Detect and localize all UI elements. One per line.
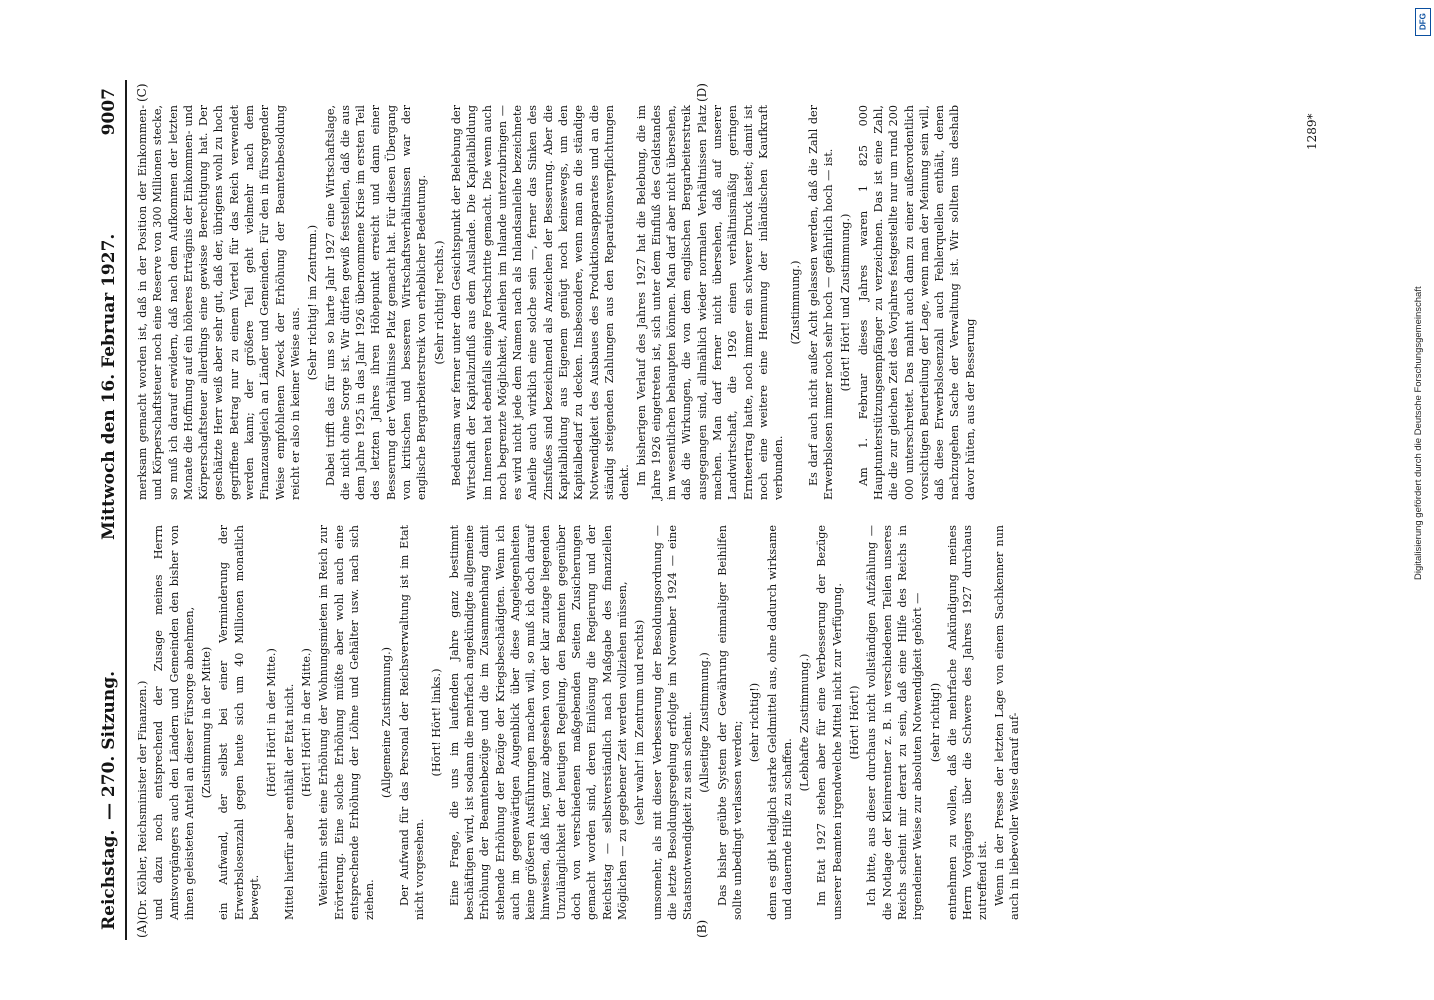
paragraph: Das bisher geübte System der Gewährung einmaliger Beihilfen sollte unbedingt verlassen werden; (715, 525, 744, 920)
interjection: (sehr richtig!) (748, 682, 762, 763)
paragraph: entnehmen zu wollen, daß die mehrfache Ankündigung meines Herrn Vorgängers über die Schwere des Jahres 1927 durchaus zutreffend ist. (945, 525, 990, 920)
paragraph: merksam gemacht worden ist, daß in der Position der Einkommen- und Körperschaftsteuer noch eine Reserve von 300 Millionen stecke, so muß ich darauf erwidern, daß nach dem Aufkommen der letzten Monate die Hoffnung auf ein höheres Erträgnis der Einkommen- und Körperschaftsteuer allerdings eine gewisse Berechtigung hat. Der geschätzte Herr weiß aber sehr gut, daß der, übrigens wohl zu hoch gegriffene Betrag nur zu einem Viertel für das Reich verwendet werden kann; der größere Teil geht vielmehr nach dem Finanzausgleich an Länder und Gemeinden. Für den in fürsorgender Weise empfohlenen Zweck der Erhöhung der Beamtenbesoldung reicht er also in keiner Weise aus. (136, 105, 302, 500)
paragraph: Am 1. Februar dieses Jahres waren 1 825 000 Hauptunterstützungsempfänger zu verzeichnen. Das ist eine Zahl, die die zur gleichen Zeit des Vorjahres festgestellte nur um rund 200 000 unterschreitet. Das mahnt auch dann zu einer außerordentlich vorsichtigen Beurteilung der Lage, wenn man der Meinung sein will, daß diese Erwerbslosenzahl auch Fehlerquellen enthält, denen nachzugehen Sache der Verwaltung ist. Wir sollten uns deshalb davor hüten, aus der Besserung (856, 105, 977, 500)
header-rule (125, 80, 127, 940)
header-session: — 270. Sitzung. (99, 670, 119, 820)
margin-marker-b: (B) (695, 919, 709, 938)
dfg-logo: DFG (1415, 8, 1431, 36)
left-text-column (135, 525, 1315, 920)
interjection: (Hört! Hört!) (848, 685, 862, 760)
interjection: (Lebhafte Zustimmung.) (798, 653, 812, 792)
paragraph: Wenn in der Presse der letzten Lage von einem Sachkenner nun auch in liebevoller Weise darauf auf- (992, 525, 1022, 920)
header-date: Mittwoch den 16. Februar 1927. (99, 233, 119, 540)
paragraph: Dabei trifft das für uns so harte Jahr 1927 eine Wirtschaftslage, die nicht ohne Sorge ist. Wir dürfen gewiß feststellen, daß die aus dem Jahre 1925 in das Jahr 1926 übernommene Krise im ersten Teil des letzten Jahres ihren Höhepunkt erreicht und dann einer Besserung der Verhältnisse Platz gemacht hat. Für diesen Übergang von kritischen und besseren Wirtschaftsverhältnissen war der englische Bergarbeiterstreik von erheblicher Bedeutung. (323, 105, 429, 500)
credit-text: Digitalisierung gefördert durch die Deutsche Forschungsgemeinschaft (1413, 286, 1424, 580)
paragraph: Ich bitte, aus dieser durchaus nicht vollständigen Aufzählung — die Notlage der Kleinrentner z. B. in verschiedenen Teilen unseres Reichs scheint mir derart zu sein, daß eine Hilfe des Reichs in irgendeiner Weise zur absoluten Notwendigkeit gehört — (865, 525, 925, 920)
paragraph: Bedeutsam war ferner unter dem Gesichtspunkt der Belebung der Wirtschaft der Kapitalzufluß aus dem Auslande. Die Kapitalbildung im Inneren hat ebenfalls einige Fortschritte gemacht. Die wenn auch noch begrenzte Möglichkeit, Anleihen im Inlande unterzubringen — es wird nicht jede dem Namen nach als Inlandsanleihe bezeichnete Anleihe auch wirklich eine solche sein —, ferner das Sinken des Zinsfußes sind bezeichnend als Anzeichen der Besserung. Aber die Kapitalbildung aus Eigenem genügt noch keineswegs, um den Kapitalbedarf zu decken. Insbesondere, wenn man an die ständige Notwendigkeit des Ausbaues des Produktionsapparates und an die ständig steigenden Zahlungen aus den Reparationsverpflichtungen denkt. (449, 105, 632, 500)
rotated-document-page (95, 80, 1325, 940)
paragraph: Weiterhin steht eine Erhöhung der Wohnungsmieten im Reich zur Erörterung. Eine solche Erhöhung müßte aber wohl auch eine entsprechende Erhöhung der Löhne und Gehälter usw. nach sich ziehen. (317, 525, 377, 920)
margin-marker-c: (C) (135, 83, 149, 102)
paragraph: umsomehr, als mit dieser Verbesserung der Besoldungsordnung — die letzte Besoldungsregelung erfolgte im November 1924 — eine Staatsnotwendigkeit zu sein scheint. (650, 525, 695, 920)
signature-mark: 1289* (1305, 113, 1319, 150)
paragraph: und dazu noch entsprechend der Zusage meines Herrn Amtsvorgängers auch den Ländern und Gemeinden den bisher von ihnen geleisteten Anteil an dieser Fürsorge abnehmen, (152, 525, 196, 920)
paragraph: denn es gibt lediglich starke Geldmittel aus, ohne dadurch wirksame und dauernde Hilfe zu schaffen. (765, 525, 794, 920)
paragraph: Im Etat 1927 stehen aber für eine Verbesserung der Bezüge unserer Beamten irgendwelche Mittel nicht zur Verfügung. (815, 525, 844, 920)
header-title: Reichstag. (99, 829, 119, 930)
paragraph: Es darf auch nicht außer Acht gelassen werden, daß die Zahl der Erwerbslosen immer noch sehr hoch — gefährlich hoch — ist. (806, 105, 836, 500)
interjection: (Allseitige Zustimmung.) (698, 652, 712, 793)
interjection: (Hört! Hört! in der Mitte.) (299, 648, 313, 797)
interjection: (Hört! Hört! und Zustimmung.) (839, 213, 853, 392)
page-header (95, 80, 129, 940)
margin-marker-d: (D) (695, 83, 709, 102)
interjection: (Hört! Hört! links.) (430, 668, 444, 777)
interjection: (Zustimmung.) (789, 260, 803, 345)
interjection: (Zustimmung in der Mitte) (200, 646, 214, 799)
interjection: (sehr richtig!) (928, 682, 942, 763)
speaker-line: (Dr. Köhler, Reichsminister der Finanzen.) (136, 680, 149, 920)
interjection: (Sehr richtig! im Zentrum.) (306, 224, 320, 381)
margin-marker-a: (A) (135, 919, 149, 938)
interjection: (Sehr richtig! rechts.) (432, 240, 446, 365)
paragraph: Mittel hierfür aber enthält der Etat nicht. (282, 683, 296, 920)
interjection: (Allgemeine Zustimmung.) (380, 646, 394, 799)
interjection: (sehr wahr! im Zentrum und rechts) (633, 619, 647, 826)
interjection: (Hört! Hört! in der Mitte.) (265, 648, 279, 797)
paragraph: Eine Frage, die uns im laufenden Jahre ganz bestimmt beschäftigen wird, ist sodann die mehrfach angekündigte allgemeine Erhöhung der Beamtenbezüge und die im Zusammenhang damit stehende Erhöhung der Bezüge der Kriegsbeschädigten. Wenn ich auch im gegenwärtigen Augenblick über diese Angelegenheiten keine größeren Ausführungen machen will, so muß ich doch darauf hinweisen, daß hier, ganz abgesehen von der klar zutage liegenden Unzulänglichkeit der heutigen Regelung, den Beamten gegenüber doch von verschiedenen maßgebenden Seiten Zusicherungen gemacht worden sind, deren Einlösung die Regierung und der Reichstag — selbstverständlich nach Maßgabe des finanziellen Möglichen — zu gegebener Zeit werden vollziehen müssen, (447, 525, 629, 920)
right-text-column (135, 105, 1315, 500)
paragraph: Der Aufwand für das Personal der Reichsverwaltung ist im Etat nicht vorgesehen. (397, 525, 427, 920)
page-number: 9007 (99, 88, 119, 136)
digitization-credit (1412, 0, 1434, 1000)
paragraph: ein Aufwand, der selbst bei einer Verminderung der Erwerbslosenzahl gegen heute sich um 40 Millionen monatlich bewegt. (217, 525, 262, 920)
paragraph: Im bisherigen Verlauf des Jahres 1927 hat die Belebung, die im Jahre 1926 eingetreten ist, sich unter dem Einfluß des Geldstandes im wesentlichen behaupten können. Man darf aber nicht übersehen, daß die Wirkungen, die von dem englischen Bergarbeiterstreik ausgegangen sind, allmählich wieder normalen Verhältnissen Platz machen. Man darf ferner nicht übersehen, daß auf unserer Landwirtschaft, die 1926 einen verhältnismäßig geringen Ernteertrag hatte, noch immer ein schwerer Druck lastet; damit ist noch eine weitere eine Hemmung der inländischen Kaufkraft verbunden. (634, 105, 786, 500)
